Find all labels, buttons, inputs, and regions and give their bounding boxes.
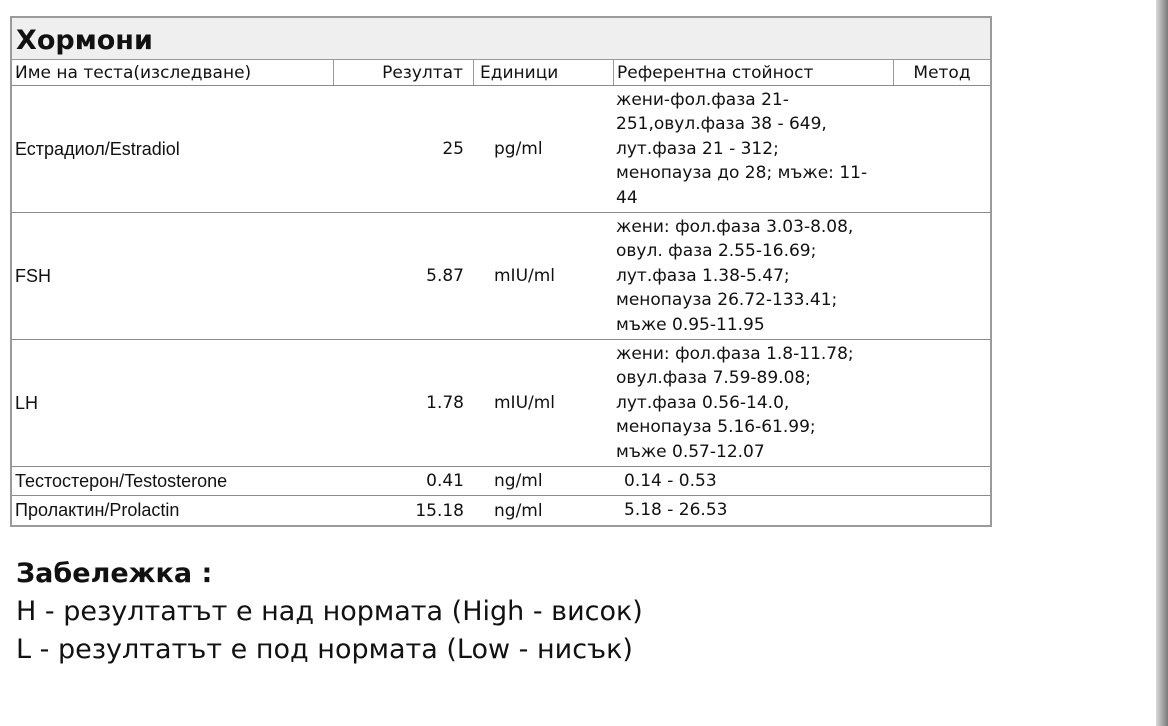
table-header-row <box>12 60 990 86</box>
table-row-prolactin <box>12 496 990 525</box>
table-row-testosterone <box>12 467 990 496</box>
test-unit: mIU/ml <box>494 393 556 413</box>
test-reference: 0.14 - 0.53 <box>624 470 717 491</box>
hormones-table <box>10 16 992 527</box>
test-unit: ng/ml <box>494 471 543 491</box>
column-header-test-name: Име на теста(изследване) <box>12 60 334 85</box>
test-method <box>894 496 990 525</box>
test-result: 15.18 <box>415 500 464 521</box>
table-row-lh <box>12 340 990 467</box>
test-method <box>894 86 990 212</box>
test-reference: жени-фол.фаза 21- 251,овул.фаза 38 - 649, лут.фаза 21 - 312; менопауза до 28; мъже: 11- 44 <box>616 89 868 208</box>
note-line-low: L - резултатът е под нормата (Low - нисък) <box>16 634 633 665</box>
test-method <box>894 340 990 466</box>
test-unit: mIU/ml <box>494 266 556 286</box>
window-edge-scrollbar <box>1156 0 1168 726</box>
test-result: 25 <box>442 139 464 159</box>
test-method <box>894 213 990 339</box>
test-name: FSH <box>15 265 51 286</box>
test-reference: 5.18 - 26.53 <box>624 500 728 521</box>
test-result: 1.78 <box>426 393 464 413</box>
test-name: Пролактин/Prolactin <box>15 500 180 520</box>
column-header-result: Резултат <box>334 60 474 85</box>
table-row-fsh <box>12 213 990 340</box>
test-reference: жени: фол.фаза 1.8-11.78; овул.фаза 7.59-89.08; лут.фаза 0.56-14.0, менопауза 5.16-61.99; мъже 0.57-12.07 <box>616 343 854 462</box>
section-title: Хормони <box>12 18 990 60</box>
test-unit: pg/ml <box>494 139 543 159</box>
column-header-units: Единици <box>474 60 614 85</box>
column-header-method: Метод <box>913 63 971 83</box>
test-unit: ng/ml <box>494 500 543 521</box>
test-result: 5.87 <box>426 266 464 286</box>
test-name: Естрадиол/Estradiol <box>15 138 180 159</box>
note-line-high: H - резултатът е над нормата (High - висок) <box>16 596 643 627</box>
note-title: Забележка : <box>16 558 213 589</box>
note-section <box>16 555 643 669</box>
table-row-estradiol <box>12 86 990 213</box>
column-header-reference: Референтна стойност <box>614 60 894 85</box>
test-result: 0.41 <box>426 471 464 491</box>
test-name: Тестостерон/Testosterone <box>15 470 228 491</box>
test-name: LH <box>15 392 39 413</box>
test-reference: жени: фол.фаза 3.03-8.08, овул. фаза 2.55-16.69; лут.фаза 1.38-5.47; менопауза 26.72-133.41; мъже 0.95-11.95 <box>616 216 854 335</box>
test-method <box>894 467 990 495</box>
